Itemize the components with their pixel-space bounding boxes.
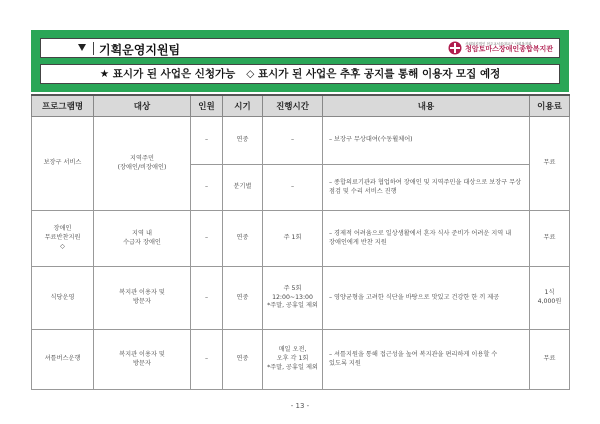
table-header-row (32, 95, 570, 117)
logo-small-text: 사회복지법인 천주교서울대교구 사회복지회 (465, 41, 532, 46)
cell-target: 지역주민 (장애인/비장애인) (94, 117, 191, 211)
cell-content: – 영양균형을 고려한 식단을 바탕으로 맛있고 건강한 한 끼 제공 (323, 267, 530, 330)
header-time: 진행시간 (263, 95, 323, 117)
page-number: - 13 - (290, 402, 310, 410)
cell-time: 매일 오전, 오후 각 1회 *주말, 공휴일 제외 (263, 330, 323, 390)
cell-program: 셔틀버스운행 (32, 330, 94, 390)
header-program: 프로그램명 (32, 95, 94, 117)
cell-period: 연중 (223, 211, 263, 267)
header-fee: 이용료 (530, 95, 570, 117)
cell-period: 분기별 (223, 165, 263, 211)
cell-target: 복지관 이용자 및 방문자 (94, 267, 191, 330)
table-row (32, 117, 570, 165)
cell-time: – (263, 117, 323, 165)
cell-people: – (191, 117, 223, 165)
cell-period: 연중 (223, 267, 263, 330)
section-title-box (40, 38, 560, 58)
cell-program: 식당운영 (32, 267, 94, 330)
header-period: 시기 (223, 95, 263, 117)
title-separator (93, 42, 94, 55)
notice-box (40, 64, 560, 84)
notice-text: ★ 표시가 된 사업은 신청가능 ◇ 표시가 된 사업은 추후 공지를 통해 이용자 모집 예정 (99, 68, 501, 80)
cell-target: 지역 내 수급자 장애인 (94, 211, 191, 267)
header-content: 내용 (323, 95, 530, 117)
cell-content: – 셔틀지원을 통해 접근성을 높여 복지관을 편리하게 이용할 수 있도록 지원 (323, 330, 530, 390)
cell-target: 복지관 이용자 및 방문자 (94, 330, 191, 390)
cell-content: – 보장구 무상대여(수동휠체어) (323, 117, 530, 165)
cell-fee: 무료 (530, 211, 570, 267)
cell-content: – 경제적 어려움으로 일상생활에서 혼자 식사 준비가 어려운 지역 내 장애인에게 반찬 지원 (323, 211, 530, 267)
cell-time: 주 1회 (263, 211, 323, 267)
cell-program: 장애인 무료반찬지원 ◇ (32, 211, 94, 267)
cell-people: – (191, 165, 223, 211)
cell-period: 연중 (223, 330, 263, 390)
header-people: 인원 (191, 95, 223, 117)
cell-time: 주 5회 12:00~13:00 *주말, 공휴일 제외 (263, 267, 323, 330)
cross-logo-icon (448, 41, 462, 55)
table-row (32, 211, 570, 267)
triangle-down-icon (78, 44, 86, 51)
section-title: 기획운영지원팀 (99, 43, 181, 57)
cell-period: 연중 (223, 117, 263, 165)
cell-people: – (191, 330, 223, 390)
cell-fee: 무료 (530, 330, 570, 390)
cell-content: – 종합의료기관과 협업하여 장애인 및 지역주민을 대상으로 보장구 무상 점검 및 수리 서비스 진행 (323, 165, 530, 211)
logo-org-name: 청암토마스장애인종합복지관 (465, 45, 553, 54)
table-row (32, 330, 570, 390)
program-table (31, 94, 570, 390)
cell-fee: 무료 (530, 117, 570, 211)
cell-people: – (191, 211, 223, 267)
org-logo (448, 40, 553, 56)
cell-program: 보장구 서비스 (32, 117, 94, 211)
table-row (32, 267, 570, 330)
cell-people: – (191, 267, 223, 330)
cell-fee: 1식 4,000원 (530, 267, 570, 330)
cell-time: – (263, 165, 323, 211)
header-target: 대상 (94, 95, 191, 117)
